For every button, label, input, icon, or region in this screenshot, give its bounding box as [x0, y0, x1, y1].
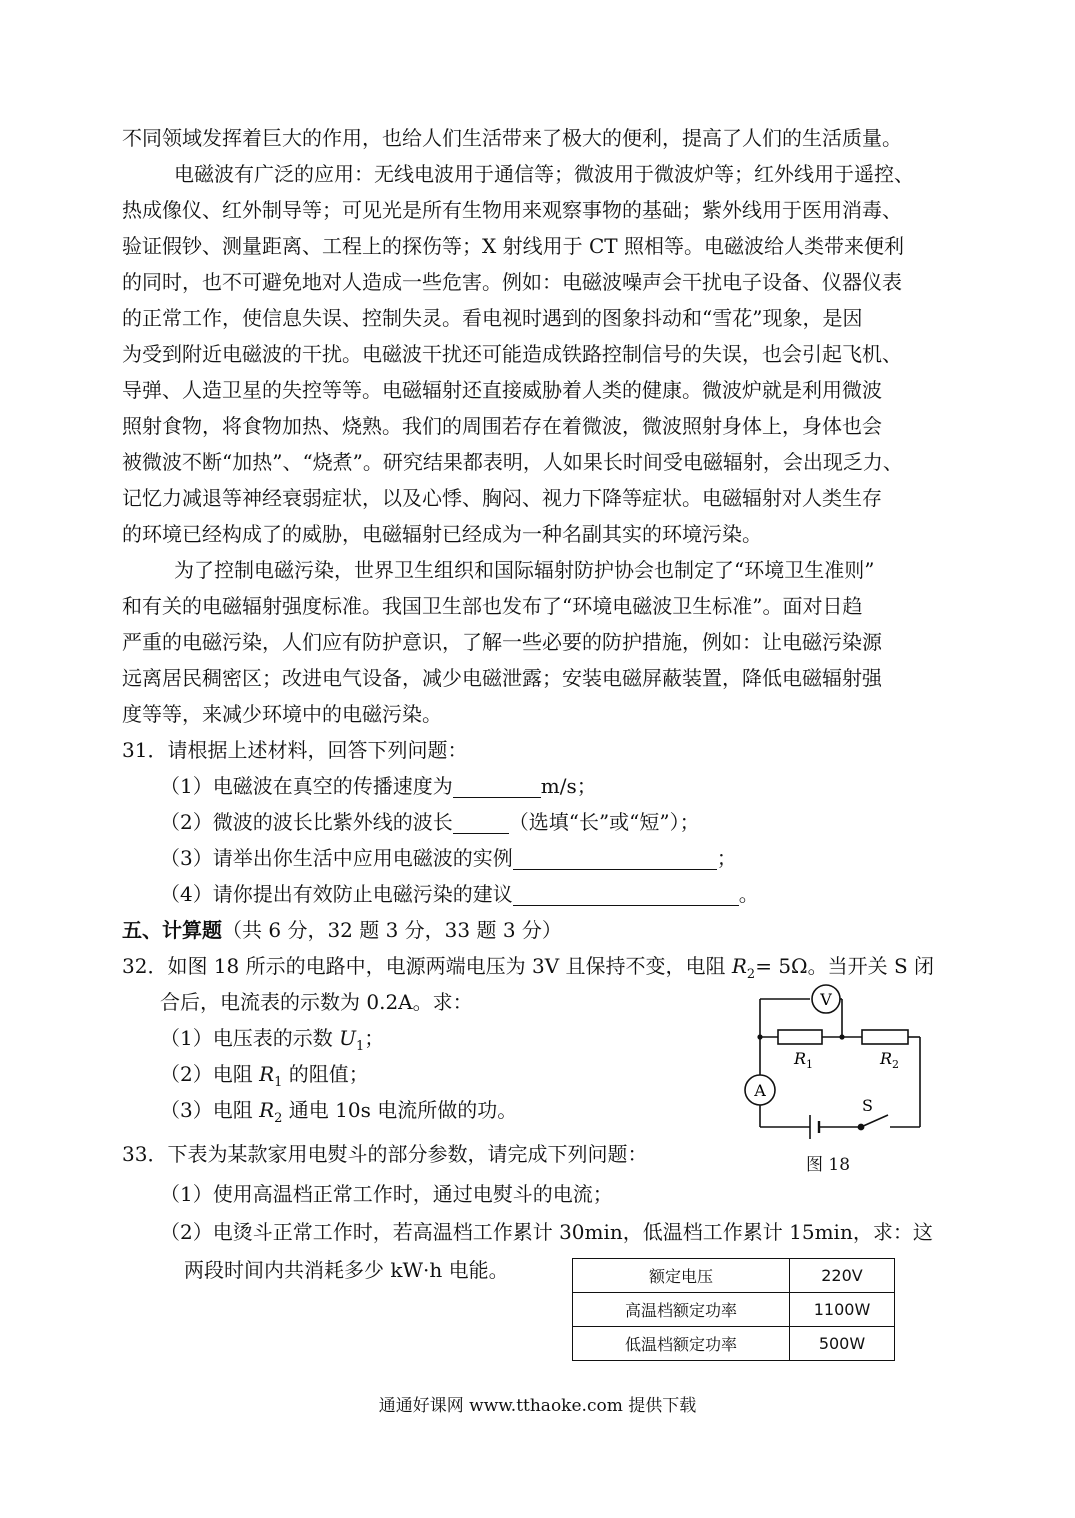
junction-icon — [839, 1034, 844, 1039]
q32-line2: 合后，电流表的示数为 0.2A。求： — [160, 990, 473, 1014]
page-footer: 通通好课网 www.tthaoke.com 提供下载 — [378, 1396, 697, 1416]
passage-line: 远离居民稠密区；改进电气设备，减少电磁泄露；安装电磁屏蔽装置，降低电磁辐射强 — [122, 666, 882, 690]
q31-part2 — [160, 810, 700, 834]
table-row — [573, 1327, 895, 1361]
r1-symbol: R — [259, 1062, 275, 1086]
r1-subscript: 1 — [274, 1075, 283, 1090]
table-cell: 500W — [790, 1327, 895, 1361]
switch-label: S — [862, 1096, 873, 1115]
voltmeter-label: V — [820, 990, 832, 1009]
passage-line: 记忆力减退等神经衰弱症状，以及心悸、胸闷、视力下降等症状。电磁辐射对人类生存 — [122, 486, 882, 510]
answer-blank[interactable] — [513, 885, 739, 906]
passage-line: 为了控制电磁污染，世界卫生组织和国际辐射防护协会也制定了“环境卫生准则” — [174, 558, 875, 582]
q31-part1-unit: m/s； — [540, 774, 597, 798]
table-row — [573, 1259, 895, 1293]
r2-subscript: 2 — [274, 1111, 283, 1126]
passage-line: 热成像仪、红外制导等；可见光是所有生物用来观察事物的基础；紫外线用于医用消毒、 — [122, 198, 902, 222]
passage-line: 严重的电磁污染，人们应有防护意识，了解一些必要的防护措施，例如：让电磁污染源 — [122, 630, 882, 654]
q32-part2 — [160, 1062, 369, 1095]
passage-line: 照射食物，将食物加热、烧熟。我们的周围若存在着微波，微波照射身体上，身体也会 — [122, 414, 882, 438]
q31-part3-text: （3）请举出你生活中应用电磁波的实例 — [160, 846, 513, 870]
q31-part4-text: （4）请你提出有效防止电磁污染的建议 — [160, 882, 513, 906]
q31-part4-end: 。 — [738, 882, 759, 906]
q32-part3-text: （3）电阻 — [160, 1098, 260, 1122]
passage-line: 的同时，也不可避免地对人造成一些危害。例如：电磁波噪声会干扰电子设备、仪器仪表 — [122, 270, 902, 294]
answer-blank[interactable] — [513, 849, 717, 870]
passage-line: 的正常工作，使信息失误、控制失灵。看电视时遇到的图象抖动和“雪花”现象，是因 — [122, 306, 863, 330]
q31-part2-text: （2）微波的波长比紫外线的波长 — [160, 810, 453, 834]
q32-part2-end: 的阻值； — [282, 1062, 369, 1086]
section-heading — [122, 918, 562, 942]
switch-icon — [861, 1115, 888, 1127]
r2-symbol: R — [259, 1098, 275, 1122]
q33-part2-line2: 两段时间内共消耗多少 kW·h 电能。 — [184, 1258, 509, 1282]
passage-line: 电磁波有广泛的应用：无线电波用于通信等；微波用于微波炉等；红外线用于遥控、 — [174, 162, 914, 186]
table-cell: 高温档额定功率 — [573, 1293, 790, 1327]
q31-part2-hint: （选填“长”或“短”）； — [508, 810, 700, 834]
q31-part3-end: ； — [716, 846, 737, 870]
answer-blank[interactable] — [453, 813, 509, 834]
ammeter-label: A — [754, 1081, 766, 1100]
resistor-r2-icon — [862, 1030, 908, 1044]
table-cell: 1100W — [790, 1293, 895, 1327]
table-cell: 220V — [790, 1259, 895, 1293]
r2-symbol: R — [731, 954, 747, 978]
passage-line: 验证假钞、测量距离、工程上的探伤等；X 射线用于 CT 照相等。电磁波给人类带来便利 — [122, 234, 904, 258]
r2-subscript: 2 — [746, 967, 756, 982]
parameter-table — [572, 1258, 895, 1361]
table-cell: 额定电压 — [573, 1259, 790, 1293]
section-title: 五、计算题 — [122, 918, 222, 942]
q33-stem: 33．下表为某款家用电熨斗的部分参数，请完成下列问题： — [122, 1142, 648, 1166]
q31-part1-text: （1）电磁波在真空的传播速度为 — [160, 774, 453, 798]
q31-part3 — [160, 846, 737, 870]
passage-line: 的环境已经构成了的威胁，电磁辐射已经成为一种名副其实的环境污染。 — [122, 522, 762, 546]
q31-part4 — [160, 882, 759, 906]
q32-part2-text: （2）电阻 — [160, 1062, 260, 1086]
passage-line: 不同领域发挥着巨大的作用，也给人们生活带来了极大的便利，提高了人们的生活质量。 — [122, 126, 902, 150]
q32-part1-end: ； — [364, 1026, 385, 1050]
passage-line: 度等等，来减少环境中的电磁污染。 — [122, 702, 442, 726]
passage-line: 和有关的电磁辐射强度标准。我国卫生部也发布了“环境电磁波卫生标准”。面对日趋 — [122, 594, 863, 618]
table-cell: 低温档额定功率 — [573, 1327, 790, 1361]
passage-line: 为受到附近电磁波的干扰。电磁波干扰还可能造成铁路控制信号的失误，也会引起飞机、 — [122, 342, 902, 366]
answer-blank[interactable] — [453, 777, 541, 798]
q32-part1 — [160, 1026, 384, 1059]
r2-label: $R_2$ — [880, 1049, 900, 1071]
q33-part1: （1）使用高温档正常工作时，通过电熨斗的电流； — [160, 1182, 613, 1206]
q32-text-b: = 5Ω。当开关 S 闭 — [755, 954, 935, 978]
junction-icon — [757, 1034, 762, 1039]
r1-label: $R_1$ — [794, 1049, 814, 1071]
q32-part3-end: 通电 10s 电流所做的功。 — [282, 1098, 518, 1122]
section-note: （共 6 分，32 题 3 分，33 题 3 分） — [222, 918, 562, 942]
circuit-diagram — [730, 975, 940, 1175]
figure-caption: 图 18 — [806, 1155, 851, 1175]
q32-part3 — [160, 1098, 517, 1131]
u1-subscript: 1 — [355, 1039, 365, 1054]
q33-part2-line1: （2）电烫斗正常工作时，若高温档工作累计 30min，低温档工作累计 15min，求：这 — [160, 1220, 933, 1244]
q32-text-a: 32．如图 18 所示的电路中，电源两端电压为 3V 且保持不变，电阻 — [122, 954, 732, 978]
q31-stem: 31．请根据上述材料，回答下列问题： — [122, 738, 468, 762]
resistor-r1-icon — [778, 1030, 822, 1044]
q32-part1-text: （1）电压表的示数 — [160, 1026, 340, 1050]
table-row — [573, 1293, 895, 1327]
passage-line: 导弹、人造卫星的失控等等。电磁辐射还直接威胁着人类的健康。微波炉就是利用微波 — [122, 378, 882, 402]
q31-part1 — [160, 774, 597, 798]
passage-line: 被微波不断“加热”、“烧煮”。研究结果都表明，人如果长时间受电磁辐射，会出现乏力、 — [122, 450, 903, 474]
u1-symbol: U — [339, 1026, 356, 1050]
